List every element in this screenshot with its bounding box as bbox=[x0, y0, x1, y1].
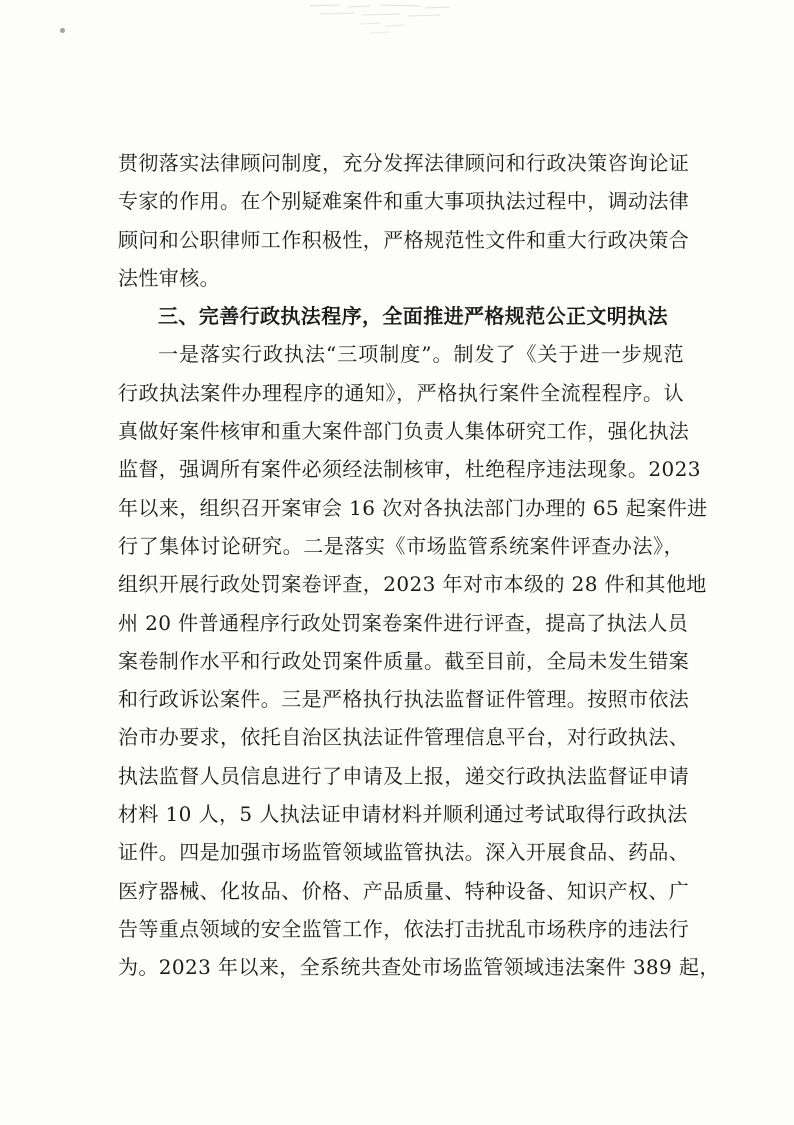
paragraph-line: 为。2023 年以来，全系统共查处市场监管领域违法案件 389 起， bbox=[118, 955, 720, 980]
paragraph-line: 年以来，组织召开案审会 16 次对各执法部门办理的 65 起案件进 bbox=[118, 495, 708, 520]
paragraph-line: 执法监督人员信息进行了申请及上报，递交行政执法监督证申请 bbox=[118, 763, 690, 788]
paragraph-line: 行政执法案件办理程序的通知》，严格执行案件全流程程序。认 bbox=[118, 380, 684, 405]
paragraph-line: 顾问和公职律师工作积极性，严格规范性文件和重大行政决策合 bbox=[118, 227, 690, 252]
paragraph-line: 一是落实行政执法“三项制度”。制发了《关于进一步规范 bbox=[158, 342, 684, 367]
paragraph-line: 监督，强调所有案件必须经法制核审，杜绝程序违法现象。2023 bbox=[118, 457, 701, 482]
paragraph-line: 州 20 件普通程序行政处罚案卷案件进行评查，提高了执法人员 bbox=[118, 610, 689, 635]
paragraph-line: 专家的作用。在个别疑难案件和重大事项执法过程中，调动法律 bbox=[118, 189, 690, 214]
paragraph-line: 组织开展行政处罚案卷评查，2023 年对市本级的 28 件和其他地 bbox=[118, 572, 707, 597]
scan-speck bbox=[60, 28, 65, 33]
paragraph-line: 案卷制作水平和行政处罚案件质量。截至目前，全局未发生错案 bbox=[118, 648, 690, 673]
document-body bbox=[118, 144, 720, 987]
paragraph-line: 贯彻落实法律顾问制度，充分发挥法律顾问和行政决策咨询论证 bbox=[118, 151, 690, 175]
paragraph-line: 材料 10 人，5 人执法证申请材料并顺利通过考试取得行政执法 bbox=[118, 802, 688, 827]
paragraph-line: 证件。四是加强市场监管领域监管执法。深入开展食品、药品、 bbox=[118, 840, 690, 865]
paragraph-line: 和行政诉讼案件。三是严格执行执法监督证件管理。按照市依法 bbox=[118, 687, 690, 712]
paragraph-line: 治市办要求，依托自治区执法证件管理信息平台，对行政执法、 bbox=[118, 725, 690, 750]
paragraph-line: 医疗器械、化妆品、价格、产品质量、特种设备、知识产权、广 bbox=[118, 878, 690, 903]
bleed-through-marks bbox=[300, 0, 460, 40]
paragraph-line: 告等重点领域的安全监管工作，依法打击扰乱市场秩序的违法行 bbox=[118, 916, 690, 941]
paragraph-line: 行了集体讨论研究。二是落实《市场监管系统案件评查办法》， bbox=[118, 533, 684, 558]
paragraph-line: 法性审核。 bbox=[118, 265, 220, 290]
section-heading: 三、完善行政执法程序，全面推进严格规范公正文明执法 bbox=[158, 304, 668, 329]
paragraph-line: 真做好案件核审和重大案件部门负责人集体研究工作，强化执法 bbox=[118, 419, 690, 444]
